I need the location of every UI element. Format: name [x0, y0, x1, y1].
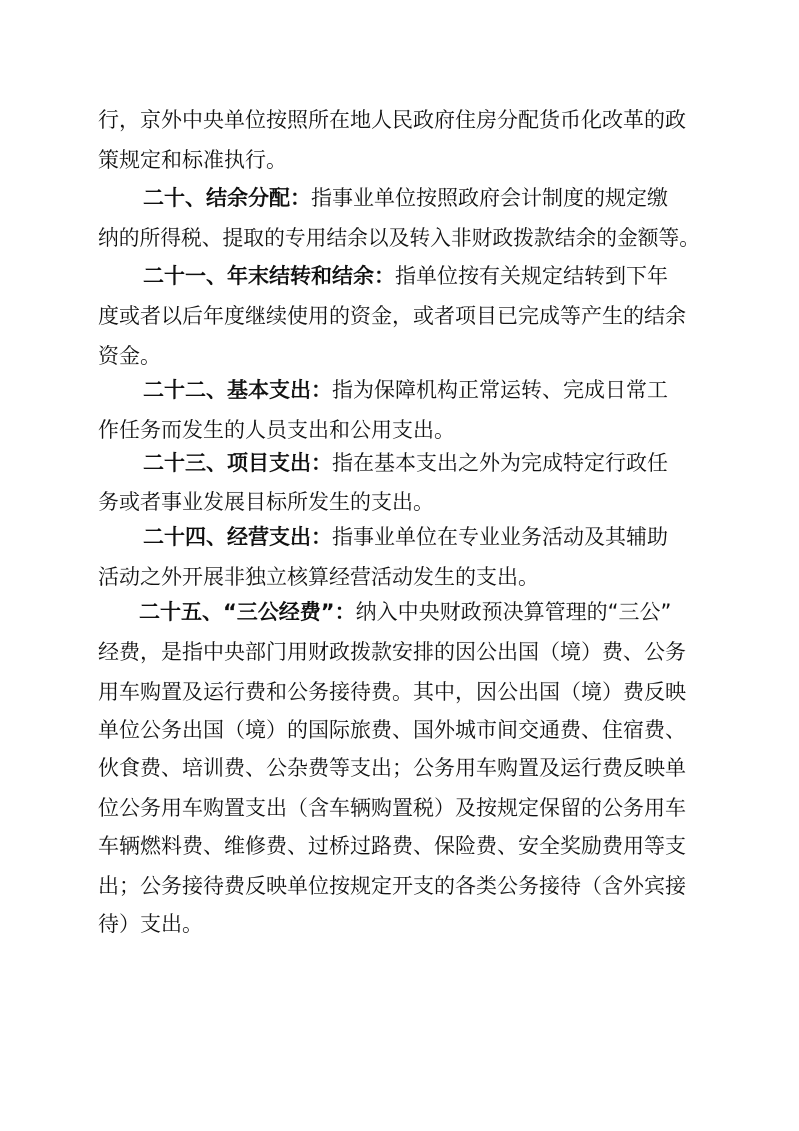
body-text: 行，京外中央单位按照所在地人民政府住房分配货币化改革的政	[98, 108, 686, 132]
body-text: 策规定和标准执行。	[98, 148, 287, 172]
paragraph-22-basic-expenditure-line	[143, 376, 668, 404]
paragraph-25-three-public-expenses-line	[98, 910, 203, 938]
body-text: 指为保障机构正常运转、完成日常工	[332, 378, 668, 402]
paragraph-21-year-end-carryover-line	[98, 342, 161, 370]
body-text: 车辆燃料费、维修费、过桥过路费、保险费、安全奖励费用等支	[98, 834, 686, 858]
body-text: 指事业单位在专业业务活动及其辅助	[332, 525, 668, 549]
body-text: 出；公务接待费反映单位按规定开支的各类公务接待（含外宾接	[98, 874, 686, 898]
body-text: 用车购置及运行费和公务接待费。其中，因公出国（境）费反映	[98, 680, 686, 704]
body-text: 作任务而发生的人员支出和公用支出。	[98, 418, 455, 442]
body-text: 纳的所得税、提取的专用结余以及转入非财政拨款结余的金额等。	[98, 226, 700, 250]
paragraph-25-three-public-expenses-line	[139, 598, 671, 626]
paragraph-20-surplus-distribution-line	[98, 224, 700, 252]
section-heading: 二十一、年末结转和结余：	[143, 264, 395, 288]
paragraph-22-basic-expenditure-line	[98, 416, 455, 444]
section-heading: 二十四、经营支出：	[143, 525, 332, 549]
paragraph-25-three-public-expenses-line	[98, 794, 686, 822]
paragraph-25-three-public-expenses-line	[98, 872, 686, 900]
paragraph-25-three-public-expenses-line	[98, 832, 686, 860]
paragraph-25-three-public-expenses-line	[98, 638, 686, 666]
paragraph-25-three-public-expenses-line	[98, 754, 686, 782]
body-text: 伙食费、培训费、公杂费等支出；公务用车购置及运行费反映单	[98, 756, 686, 780]
body-text: 活动之外开展非独立核算经营活动发生的支出。	[98, 565, 539, 589]
body-text: 待）支出。	[98, 912, 203, 936]
section-heading: 二十五、“三公经费”：	[139, 600, 356, 624]
body-text: 度或者以后年度继续使用的资金，或者项目已完成等产生的结余	[98, 304, 686, 328]
paragraph-25-three-public-expenses-line	[98, 716, 686, 744]
paragraph-24-operating-expenditure-line	[143, 523, 668, 551]
body-text: 指事业单位按照政府会计制度的规定缴	[311, 186, 668, 210]
paragraph-20-surplus-distribution-line	[143, 184, 668, 212]
body-text: 指单位按有关规定结转到下年	[395, 264, 668, 288]
body-text: 单位公务出国（境）的国际旅费、国外城市间交通费、住宿费、	[98, 718, 686, 742]
paragraph-23-project-expenditure-line	[98, 488, 434, 516]
paragraph-25-three-public-expenses-line	[98, 678, 686, 706]
body-text: 纳入中央财政预决算管理的“三公”	[355, 600, 672, 624]
body-text: 经费，是指中央部门用财政拨款安排的因公出国（境）费、公务	[98, 640, 686, 664]
body-text: 指在基本支出之外为完成特定行政任	[332, 451, 668, 475]
paragraph-24-operating-expenditure-line	[98, 563, 539, 591]
paragraph-continuation-line	[98, 146, 287, 174]
paragraph-21-year-end-carryover-line	[98, 302, 686, 330]
body-text: 务或者事业发展目标所发生的支出。	[98, 490, 434, 514]
paragraph-continuation-line	[98, 106, 686, 134]
section-heading: 二十、结余分配：	[143, 186, 311, 210]
section-heading: 二十三、项目支出：	[143, 451, 332, 475]
paragraph-21-year-end-carryover-line	[143, 262, 668, 290]
body-text: 位公务用车购置支出（含车辆购置税）及按规定保留的公务用车	[98, 796, 686, 820]
paragraph-23-project-expenditure-line	[143, 449, 668, 477]
section-heading: 二十二、基本支出：	[143, 378, 332, 402]
body-text: 资金。	[98, 344, 161, 368]
